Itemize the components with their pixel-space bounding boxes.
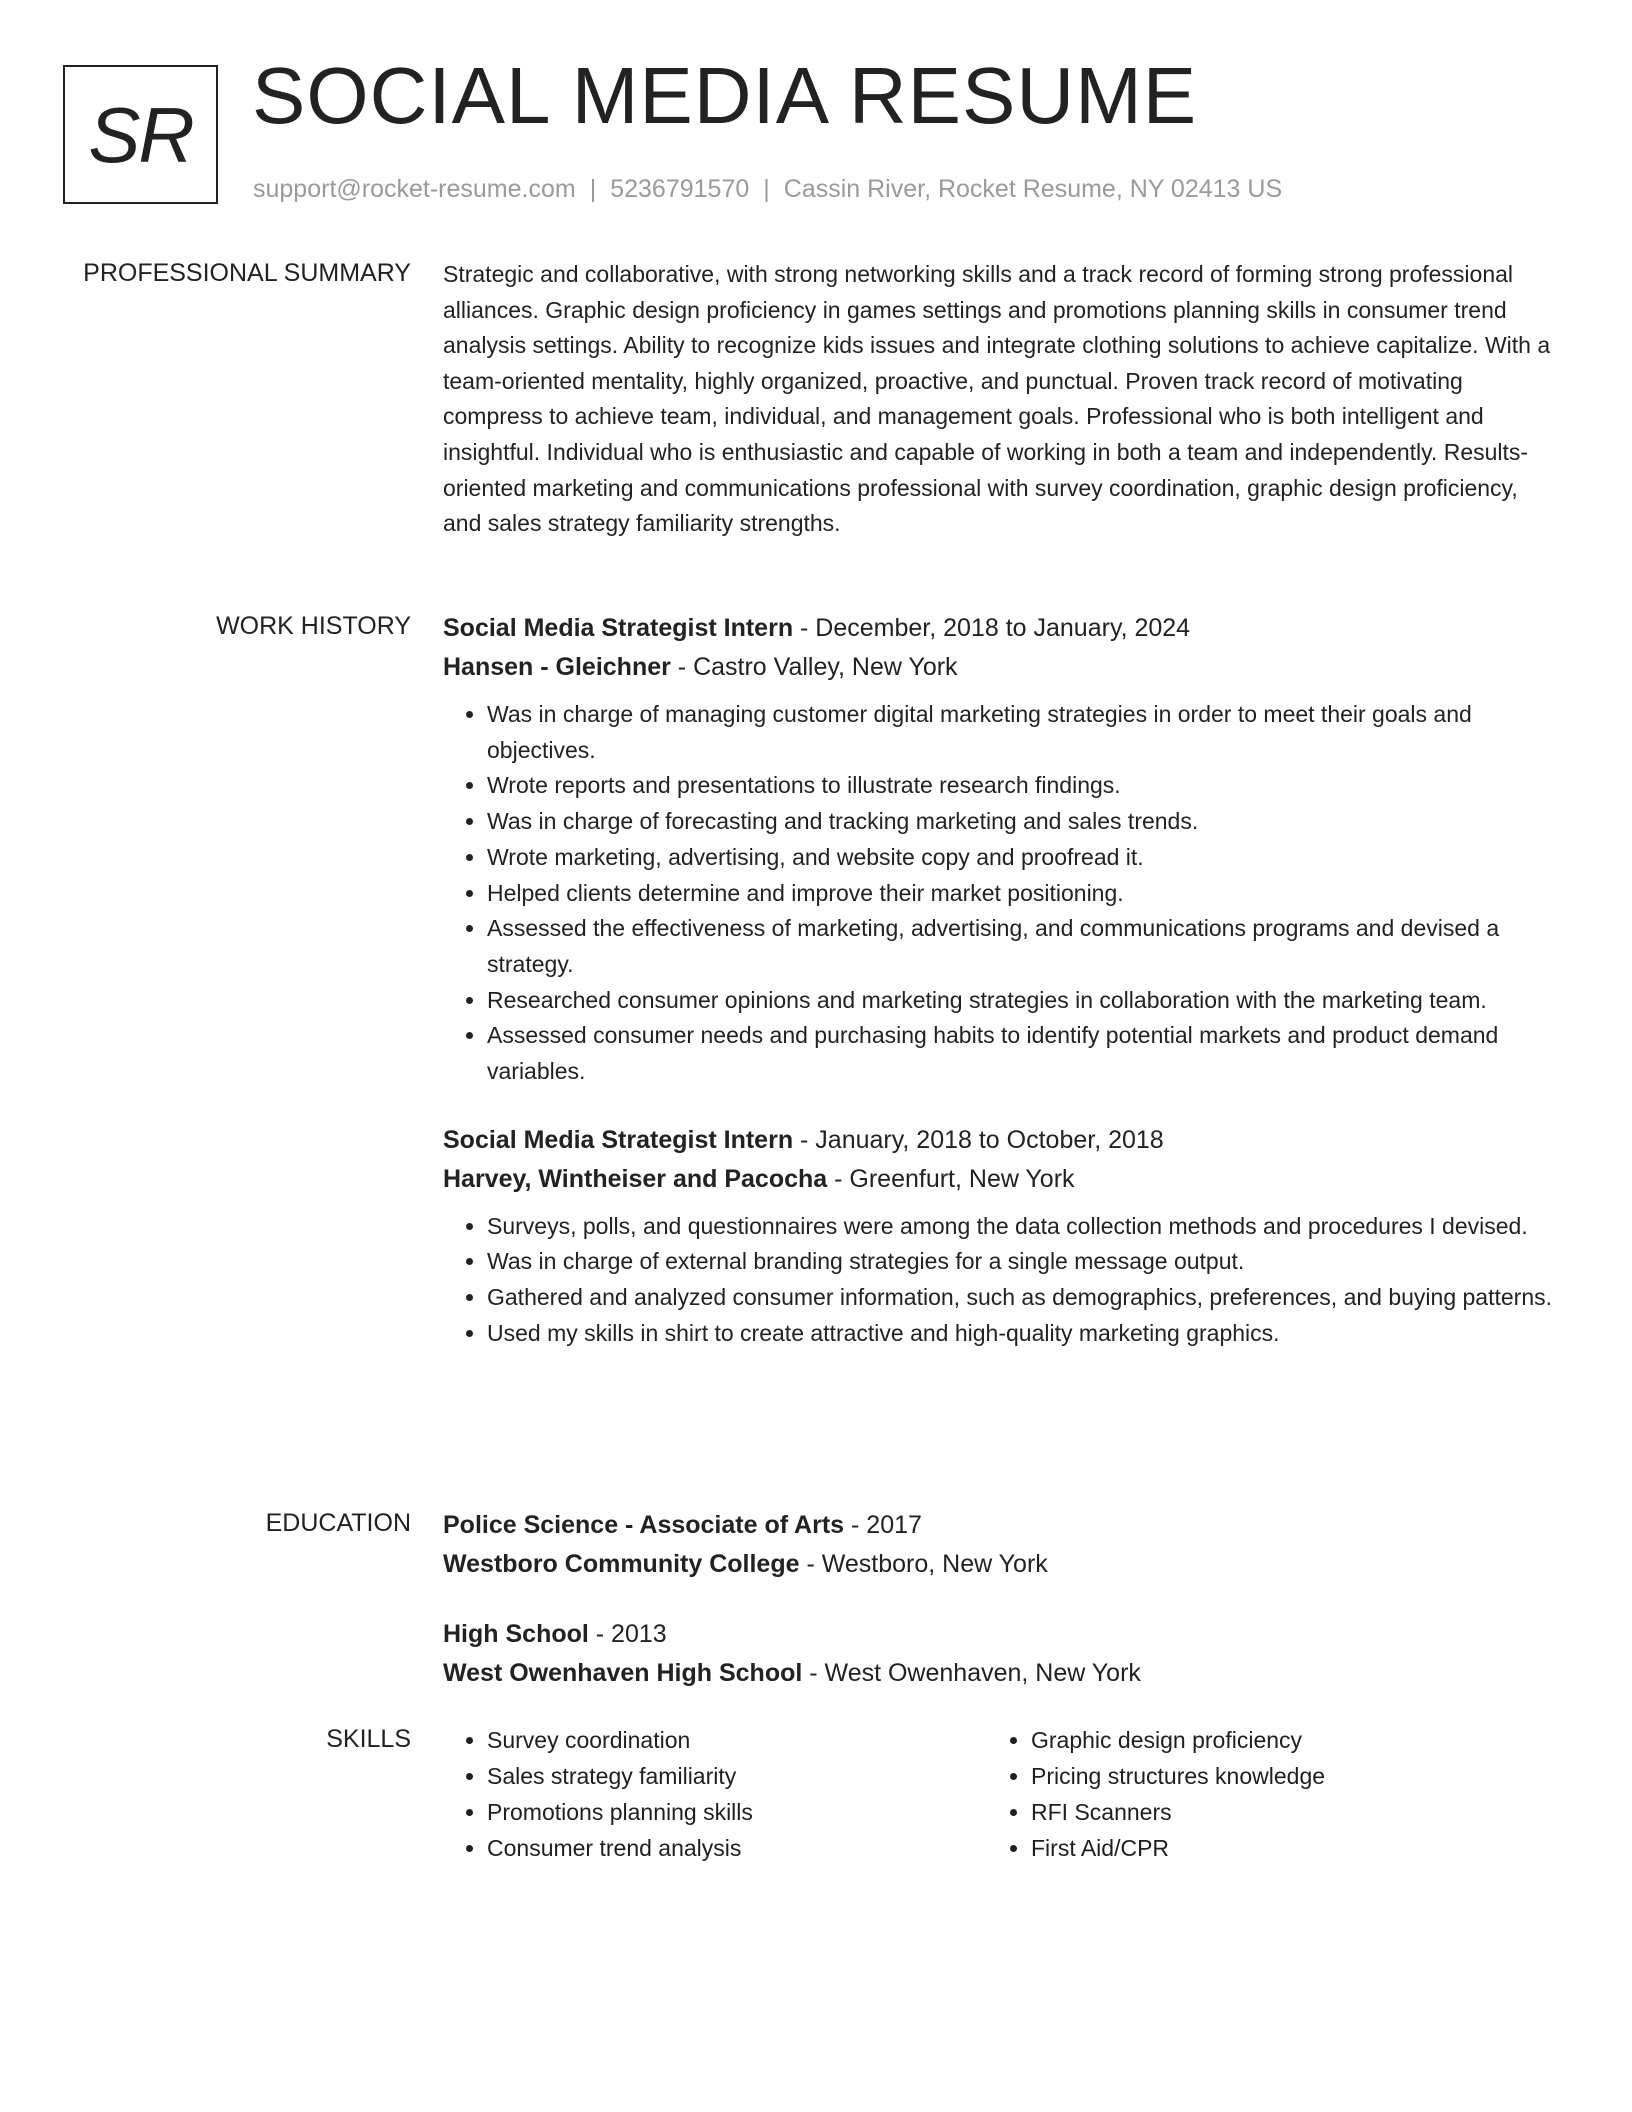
job-bullet: • Was in charge of external branding strategies for a single message output. <box>487 1244 1553 1280</box>
summary-body <box>443 257 1553 542</box>
contact-email: support@rocket-resume.com <box>253 175 576 203</box>
job-bullet: • Wrote reports and presentations to illustrate research findings. <box>487 768 1553 804</box>
degree-year: - 2017 <box>844 1511 922 1539</box>
summary-text: Strategic and collaborative, with strong networking skills and a track record of forming strong professional alliances. Graphic design proficiency in games settings and promotions planning skills in consumer trend analysis settings. Ability to recognize kids issues and integrate clothing solutions to achieve capitalize. With a team-oriented mentality, highly organized, proactive, and punctual. Proven track record of motivating compress to achieve team, individual, and management goals. Professional who is both intelligent and insightful. Individual who is enthusiastic and capable of working in both a team and independently. Results-oriented marketing and communications professional with survey coordination, graphic design proficiency, and sales strategy familiarity strengths. <box>443 261 1551 537</box>
education-heading: EDUCATION <box>265 1509 411 1537</box>
job-title-line <box>443 1121 1553 1160</box>
school-name: West Owenhaven High School <box>443 1659 803 1687</box>
school-line <box>443 1654 1553 1693</box>
job-bullet: • Was in charge of forecasting and tracking marketing and sales trends. <box>487 804 1553 840</box>
job-bullets <box>443 1209 1553 1352</box>
contact-line <box>253 175 1282 204</box>
job-bullet: • Helped clients determine and improve their market positioning. <box>487 876 1553 912</box>
job-company: Harvey, Wintheiser and Pacocha <box>443 1164 828 1193</box>
education-entry <box>443 1615 1553 1693</box>
skill-item: • Sales strategy familiarity <box>487 1758 963 1794</box>
job-bullet: • Wrote marketing, advertising, and website copy and proofread it. <box>487 840 1553 876</box>
work-history-body <box>443 609 1553 1352</box>
monogram-box <box>63 65 218 204</box>
degree-line <box>443 1615 1553 1654</box>
job-title: Social Media Strategist Intern <box>443 614 794 642</box>
job-bullet: • Researched consumer opinions and marketing strategies in collaboration with the marketing team. <box>487 983 1553 1019</box>
job-entry <box>443 1121 1553 1352</box>
job-dates: - December, 2018 to January, 2024 <box>793 614 1191 642</box>
job-bullet: • Assessed consumer needs and purchasing habits to identify potential markets and product demand variables. <box>487 1018 1553 1089</box>
school-line <box>443 1545 1553 1584</box>
resume-title: SOCIAL MEDIA RESUME <box>252 51 1198 140</box>
skill-item: • Promotions planning skills <box>487 1794 963 1830</box>
contact-separator: | <box>763 175 770 203</box>
contact-address: Cassin River, Rocket Resume, NY 02413 US <box>783 175 1283 203</box>
job-dates: - January, 2018 to October, 2018 <box>793 1125 1164 1154</box>
skill-item: • First Aid/CPR <box>1031 1830 1507 1866</box>
school-location: - Westboro, New York <box>799 1550 1048 1578</box>
skill-item: • Consumer trend analysis <box>487 1830 963 1866</box>
education-entry <box>443 1506 1553 1584</box>
job-bullet: • Gathered and analyzed consumer information, such as demographics, preferences, and buying patterns. <box>487 1280 1553 1316</box>
monogram-initials: SR <box>88 91 193 179</box>
job-company-line <box>443 648 1553 687</box>
work-history-heading: WORK HISTORY <box>216 612 411 640</box>
degree: High School <box>443 1620 589 1648</box>
job-bullet: • Was in charge of managing customer digital marketing strategies in order to meet their goals and objectives. <box>487 697 1553 768</box>
job-title: Social Media Strategist Intern <box>443 1125 794 1154</box>
degree-year: - 2013 <box>588 1620 667 1648</box>
job-bullet: • Assessed the effectiveness of marketing, advertising, and communications programs and devised a strategy. <box>487 911 1553 982</box>
school-name: Westboro Community College <box>443 1550 800 1578</box>
summary-heading: PROFESSIONAL SUMMARY <box>83 259 411 287</box>
skills-column-left <box>443 1722 963 1866</box>
contact-separator: | <box>589 175 597 203</box>
contact-phone: 5236791570 <box>610 175 750 203</box>
skill-item: • Graphic design proficiency <box>1031 1722 1507 1758</box>
skills-column-right <box>987 1722 1507 1866</box>
job-company: Hansen - Gleichner <box>443 653 671 681</box>
education-body <box>443 1506 1553 1693</box>
job-location: - Castro Valley, New York <box>670 653 958 681</box>
job-bullet: • Used my skills in shirt to create attractive and high-quality marketing graphics. <box>487 1316 1553 1352</box>
job-location: - Greenfurt, New York <box>827 1164 1075 1193</box>
degree: Police Science - Associate of Arts <box>443 1511 845 1539</box>
degree-line <box>443 1506 1553 1545</box>
skill-item: • RFI Scanners <box>1031 1794 1507 1830</box>
job-company-line <box>443 1160 1553 1199</box>
skills-heading: SKILLS <box>326 1725 411 1753</box>
school-location: - West Owenhaven, New York <box>802 1659 1141 1687</box>
job-bullets <box>443 697 1553 1090</box>
job-title-line <box>443 609 1553 648</box>
job-entry <box>443 609 1553 1090</box>
skill-item: • Survey coordination <box>487 1722 963 1758</box>
job-bullet: • Surveys, polls, and questionnaires were among the data collection methods and procedures I devised. <box>487 1209 1553 1245</box>
skill-item: • Pricing structures knowledge <box>1031 1758 1507 1794</box>
